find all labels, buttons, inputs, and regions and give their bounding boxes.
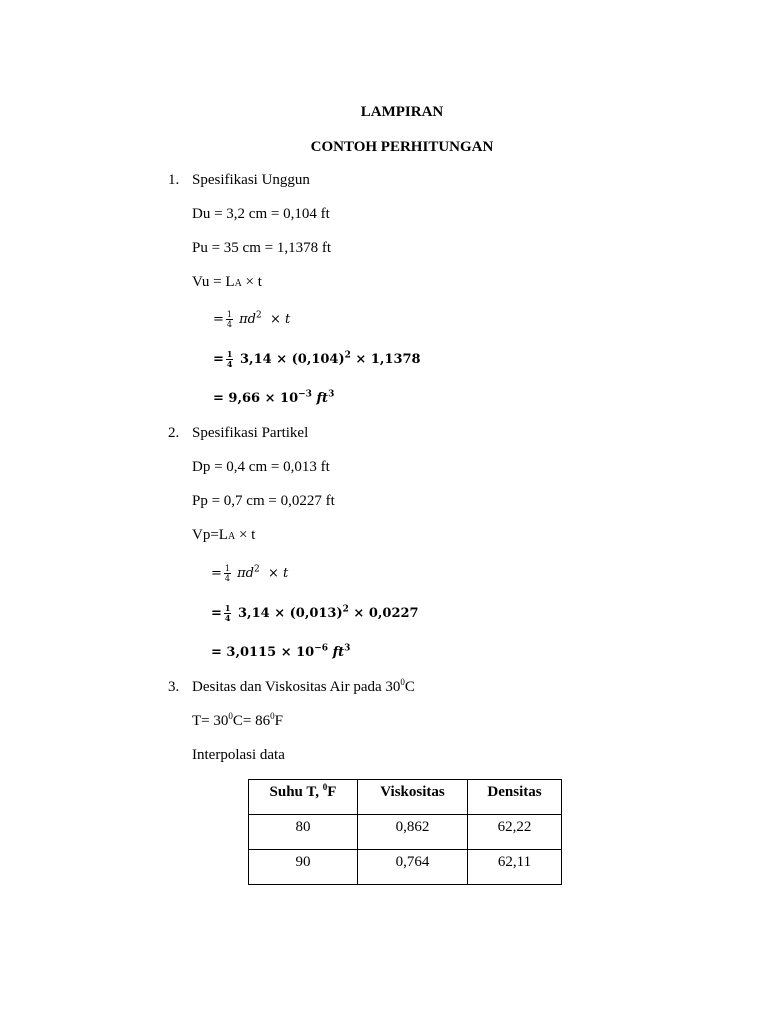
exponent: 2	[344, 350, 351, 361]
result-value: = 3,0115 × 10	[211, 645, 315, 660]
title-unit: C	[404, 679, 415, 695]
equation-line	[211, 564, 288, 583]
result-unit: ft	[332, 645, 345, 660]
fraction-numerator: 1	[224, 603, 231, 613]
vp-subscript: A	[227, 531, 236, 542]
cell-viskositas: 0,764	[358, 850, 468, 885]
equation-line	[213, 310, 290, 329]
vp-suffix: × t	[235, 527, 256, 543]
vu-prefix: Vu = L	[192, 274, 235, 290]
equals-sign: =	[213, 352, 224, 367]
equals-sign: =	[211, 606, 222, 621]
table-header-row	[249, 780, 562, 815]
vu-subscript: A	[234, 278, 242, 289]
fraction	[224, 604, 232, 623]
fraction	[226, 310, 233, 329]
degree-sup: 0	[228, 711, 233, 721]
equals-sign: =	[211, 566, 222, 581]
fraction-denominator: 4	[226, 359, 233, 369]
result-value: = 9,66 × 10	[213, 391, 299, 406]
header-text: Suhu T,	[269, 784, 323, 800]
vu-line	[192, 273, 262, 293]
substitution-tail: × 1,1378	[350, 352, 421, 367]
du-line: Du = 3,2 cm = 0,104 ft	[192, 206, 330, 222]
exponent: 2	[256, 310, 262, 321]
degree-sup: 0	[322, 782, 328, 792]
header-viskositas: Viskositas	[358, 780, 468, 815]
result-exponent: −6	[314, 643, 329, 654]
cell-suhu: 80	[249, 815, 358, 850]
times-t: × t	[270, 312, 291, 327]
exponent: 2	[342, 604, 349, 615]
unit-exponent: 3	[328, 389, 335, 400]
result-exponent: −3	[298, 389, 312, 400]
section-number: 2.	[168, 425, 180, 441]
vp-prefix: Vp=L	[192, 527, 228, 543]
equation-line	[213, 350, 421, 369]
section-title: Spesifikasi Partikel	[192, 425, 309, 441]
pi-d-term: πd	[239, 312, 257, 327]
fraction-denominator: 4	[226, 320, 232, 329]
section-number: 1.	[168, 172, 180, 188]
temperature-line	[192, 712, 283, 730]
vu-suffix: × t	[241, 274, 262, 290]
page-subtitle: CONTOH PERHITUNGAN	[310, 139, 494, 155]
interpolation-table	[248, 779, 562, 885]
times-t: × t	[268, 566, 289, 581]
table-row	[249, 850, 562, 885]
fraction-numerator: 1	[226, 349, 233, 359]
section-title: Spesifikasi Unggun	[192, 172, 310, 188]
result-line	[211, 644, 350, 662]
equals-sign: =	[213, 312, 224, 327]
cell-densitas: 62,22	[468, 815, 562, 850]
cell-viskositas: 0,862	[358, 815, 468, 850]
temp-text: C= 86	[232, 713, 271, 729]
interpolation-label: Interpolasi data	[192, 747, 285, 763]
fraction-numerator: 1	[226, 310, 232, 319]
degree-sup: 0	[400, 677, 405, 687]
cell-suhu: 90	[249, 850, 358, 885]
fraction-denominator: 4	[224, 574, 230, 583]
pi-d-term: πd	[237, 566, 255, 581]
header-unit: F	[327, 784, 337, 800]
equation-line	[211, 604, 419, 623]
degree-sup: 0	[270, 711, 275, 721]
title-text: Desitas dan Viskositas Air pada 30	[192, 679, 401, 695]
substitution-tail: × 0,0227	[348, 606, 419, 621]
cell-densitas: 62,11	[468, 850, 562, 885]
exponent: 2	[254, 564, 260, 575]
result-unit: ft	[316, 391, 329, 406]
vp-line	[192, 526, 255, 546]
substitution-term: 3,14 × (0,013)	[238, 606, 343, 621]
pu-line: Pu = 35 cm = 1,1378 ft	[192, 240, 331, 256]
result-line	[213, 390, 334, 408]
header-densitas: Densitas	[468, 780, 562, 815]
temp-unit: F	[274, 713, 283, 729]
fraction	[224, 564, 231, 583]
section-number: 3.	[168, 679, 180, 695]
dp-line: Dp = 0,4 cm = 0,013 ft	[192, 459, 330, 475]
section-title	[192, 678, 415, 696]
table-row	[249, 815, 562, 850]
header-suhu	[249, 780, 358, 815]
fraction	[226, 350, 234, 369]
fraction-numerator: 1	[224, 564, 230, 573]
temp-text: T= 30	[192, 713, 229, 729]
unit-exponent: 3	[344, 643, 351, 654]
substitution-term: 3,14 × (0,104)	[240, 352, 345, 367]
page-title: LAMPIRAN	[360, 104, 444, 120]
fraction-denominator: 4	[224, 613, 231, 623]
pp-line: Pp = 0,7 cm = 0,0227 ft	[192, 493, 335, 509]
